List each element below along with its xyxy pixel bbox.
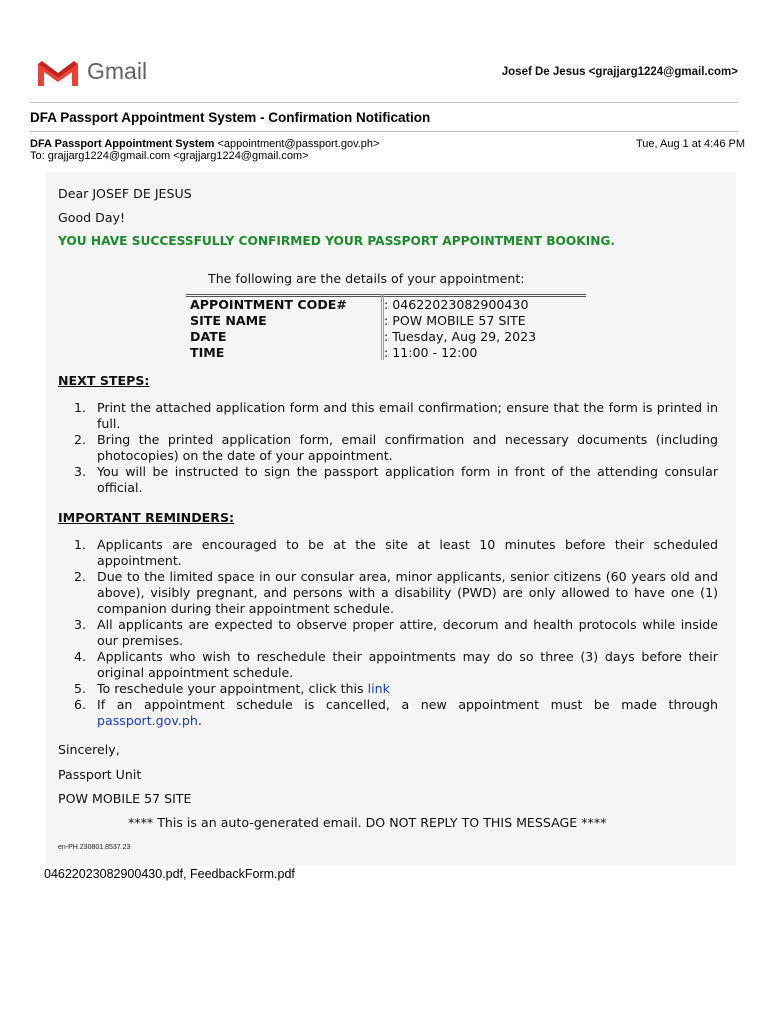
detail-label: DATE — [190, 329, 227, 344]
good-day: Good Day! — [58, 210, 126, 225]
divider — [30, 131, 738, 132]
list-item: 6. If an appointment schedule is cancelled, a new appointment must be made through passport.gov.ph. — [74, 697, 718, 728]
passport-site-link[interactable]: passport.gov.ph — [97, 713, 198, 728]
list-item: 3. You will be instructed to sign the passport application form in front of the attending consular official. — [74, 464, 718, 495]
detail-value: : POW MOBILE 57 SITE — [384, 313, 526, 328]
sender-name: DFA Passport Appointment System — [30, 138, 215, 150]
detail-value: : 04622023082900430 — [384, 297, 529, 312]
detail-label: TIME — [190, 345, 225, 360]
auto-generated-notice: **** This is an auto-generated email. DO NOT REPLY TO THIS MESSAGE **** — [128, 815, 607, 830]
recipient-line: To: grajjarg1224@gmail.com <grajjarg1224@gmail.com> — [30, 150, 309, 162]
list-item: 5. To reschedule your appointment, click this link — [74, 681, 390, 696]
list-item: 1. Applicants are encouraged to be at the site at least 10 minutes before their scheduled appointment. — [74, 537, 718, 568]
sender-line — [30, 138, 379, 150]
signature-unit: Passport Unit — [58, 767, 142, 782]
list-item: 4. Applicants who wish to reschedule their appointments may do so three (3) days before their original appointment schedule. — [74, 649, 718, 680]
attachments-list[interactable]: 04622023082900430.pdf, FeedbackForm.pdf — [44, 867, 295, 881]
gmail-brand-text: Gmail — [87, 58, 148, 84]
confirmation-message: YOU HAVE SUCCESSFULLY CONFIRMED YOUR PASSPORT APPOINTMENT BOOKING. — [58, 234, 616, 248]
message-footer-id: en-PH.230801.8537.23 — [58, 844, 131, 851]
next-steps-heading: NEXT STEPS: — [58, 373, 150, 388]
important-reminders-heading: IMPORTANT REMINDERS: — [58, 510, 235, 525]
sent-date: Tue, Aug 1 at 4:46 PM — [635, 138, 745, 150]
list-item: 1. Print the attached application form and this email confirmation; ensure that the form is printed in full. — [74, 400, 718, 431]
detail-label: APPOINTMENT CODE# — [190, 297, 347, 312]
detail-label: SITE NAME — [190, 313, 267, 328]
signature-site: POW MOBILE 57 SITE — [58, 791, 192, 806]
sender-email: <appointment@passport.gov.ph> — [217, 138, 380, 150]
details-intro: The following are the details of your appointment: — [208, 271, 525, 286]
account-email: Josef De Jesus <grajjarg1224@gmail.com> — [501, 66, 738, 78]
signoff: Sincerely, — [58, 742, 120, 757]
next-steps-list — [58, 400, 718, 496]
reminders-list — [58, 537, 718, 729]
detail-value: : 11:00 - 12:00 — [384, 345, 478, 360]
greeting: Dear JOSEF DE JESUS — [58, 186, 192, 201]
divider — [30, 102, 738, 103]
list-item: 3. All applicants are expected to observe proper attire, decorum and health protocols while inside our premises. — [74, 617, 718, 648]
email-subject: DFA Passport Appointment System - Confirmation Notification — [30, 110, 431, 125]
list-item: 2. Bring the printed application form, email confirmation and necessary documents (including photocopies) on the date of your appointment. — [74, 432, 718, 463]
list-item: 2. Due to the limited space in our consular area, minor applicants, senior citizens (60 years old and above), visibly pregnant, and persons with a disability (PWD) are only allowed to have one (1) companion during their appointment schedule. — [74, 569, 718, 616]
reschedule-link[interactable]: link — [367, 681, 390, 696]
detail-value: : Tuesday, Aug 29, 2023 — [384, 329, 537, 344]
